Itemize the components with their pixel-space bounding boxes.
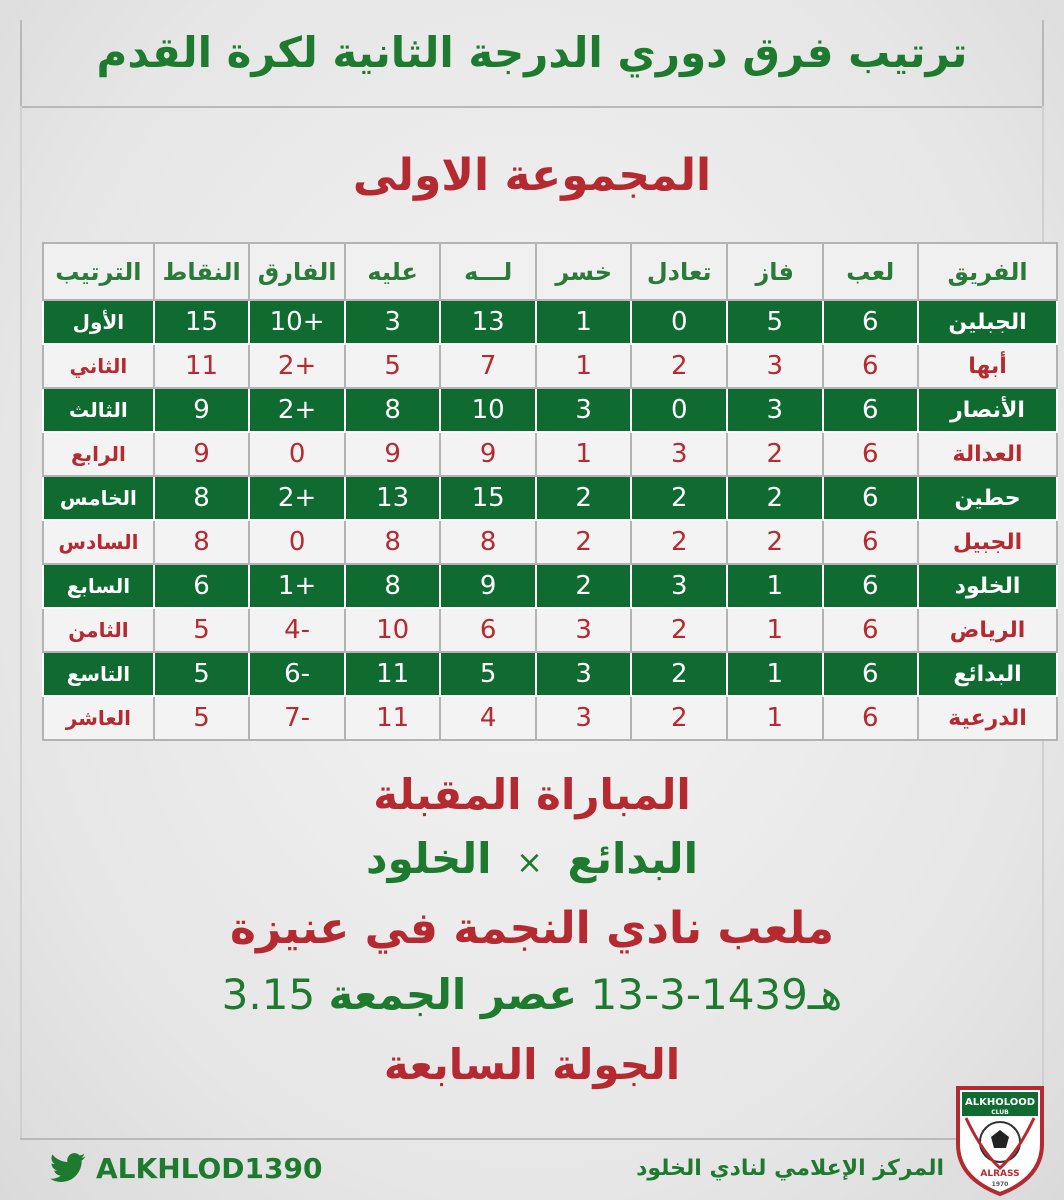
rank-cell: السابع [43,564,154,608]
diff-cell: +1 [249,564,345,608]
points-cell: 9 [154,432,250,476]
won-cell: 1 [727,608,823,652]
diff-cell: +2 [249,388,345,432]
rank-cell: السادس [43,520,154,564]
points-cell: 11 [154,344,250,388]
for-cell: 15 [440,476,536,520]
played-cell: 6 [823,432,919,476]
drawn-cell: 2 [631,344,727,388]
points-cell: 15 [154,300,250,344]
twitter-handle: ALKHLOD1390 [96,1151,323,1185]
points-cell: 5 [154,696,250,740]
for-cell: 4 [440,696,536,740]
twitter-account[interactable] [50,1148,322,1188]
away-team: الخلود [366,834,492,883]
points-cell: 5 [154,608,250,652]
played-cell: 6 [823,564,919,608]
table-row [43,300,1057,344]
col-header-rank: الترتيب [43,243,154,300]
col-header-for: لـــه [440,243,536,300]
drawn-cell: 0 [631,300,727,344]
against-cell: 8 [345,564,441,608]
lost-cell: 2 [536,476,632,520]
col-header-played: لعب [823,243,919,300]
won-cell: 5 [727,300,823,344]
for-cell: 10 [440,388,536,432]
lost-cell: 3 [536,652,632,696]
table-row [43,344,1057,388]
rank-cell: التاسع [43,652,154,696]
team-name: الأنصار [918,388,1057,432]
match-timing [0,970,1064,1032]
rank-cell: الأول [43,300,154,344]
against-cell: 8 [345,388,441,432]
col-header-diff: الفارق [249,243,345,300]
rank-cell: الخامس [43,476,154,520]
against-cell: 9 [345,432,441,476]
diff-cell: -7 [249,696,345,740]
club-logo [952,1082,1048,1196]
points-cell: 8 [154,520,250,564]
drawn-cell: 3 [631,564,727,608]
table-row [43,432,1057,476]
against-cell: 8 [345,520,441,564]
rank-cell: الثامن [43,608,154,652]
played-cell: 6 [823,388,919,432]
table-row [43,608,1057,652]
won-cell: 3 [727,344,823,388]
table-row [43,696,1057,740]
lost-cell: 2 [536,564,632,608]
lost-cell: 1 [536,344,632,388]
col-header-points: النقاط [154,243,250,300]
home-team: البدائع [567,834,698,883]
played-cell: 6 [823,608,919,652]
versus-separator: × [516,843,543,881]
for-cell: 13 [440,300,536,344]
team-name: أبها [918,344,1057,388]
standings-table [42,242,1058,741]
lost-cell: 1 [536,300,632,344]
for-cell: 7 [440,344,536,388]
won-cell: 2 [727,432,823,476]
rank-cell: الثالث [43,388,154,432]
diff-cell: 0 [249,432,345,476]
rank-cell: الثاني [43,344,154,388]
table-header-row [43,243,1057,300]
points-cell: 9 [154,388,250,432]
lost-cell: 2 [536,520,632,564]
against-cell: 13 [345,476,441,520]
for-cell: 5 [440,652,536,696]
against-cell: 11 [345,696,441,740]
won-cell: 1 [727,696,823,740]
against-cell: 10 [345,608,441,652]
rank-cell: الرابع [43,432,154,476]
drawn-cell: 2 [631,652,727,696]
lost-cell: 3 [536,608,632,652]
diff-cell: +10 [249,300,345,344]
rank-cell: العاشر [43,696,154,740]
col-header-team: الفريق [918,243,1057,300]
twitter-bird-icon [50,1153,86,1183]
diff-cell: -6 [249,652,345,696]
col-header-drawn: تعادل [631,243,727,300]
diff-cell: +2 [249,344,345,388]
table-row [43,520,1057,564]
media-center-credit: المركز الإعلامي لنادي الخلود [636,1155,944,1181]
drawn-cell: 2 [631,608,727,652]
frame-bottom-line [20,1138,1044,1140]
col-header-won: فاز [727,243,823,300]
match-day: عصر الجمعة [328,970,578,1019]
won-cell: 3 [727,388,823,432]
against-cell: 11 [345,652,441,696]
drawn-cell: 2 [631,476,727,520]
diff-cell: +2 [249,476,345,520]
drawn-cell: 2 [631,696,727,740]
lost-cell: 1 [536,432,632,476]
drawn-cell: 3 [631,432,727,476]
against-cell: 3 [345,300,441,344]
next-match-title: المباراة المقبلة [373,770,691,819]
col-header-lost: خسر [536,243,632,300]
won-cell: 1 [727,652,823,696]
won-cell: 1 [727,564,823,608]
played-cell: 6 [823,476,919,520]
table-row [43,476,1057,520]
played-cell: 6 [823,520,919,564]
for-cell: 9 [440,564,536,608]
played-cell: 6 [823,300,919,344]
diff-cell: -4 [249,608,345,652]
team-name: البدائع [918,652,1057,696]
logo-city-text: ALRASS [980,1169,1020,1179]
col-header-against: عليه [345,243,441,300]
team-name: الجبلين [918,300,1057,344]
played-cell: 6 [823,344,919,388]
diff-cell: 0 [249,520,345,564]
lost-cell: 3 [536,696,632,740]
points-cell: 5 [154,652,250,696]
drawn-cell: 0 [631,388,727,432]
played-cell: 6 [823,696,919,740]
frame-top-line [20,106,1044,108]
points-cell: 6 [154,564,250,608]
won-cell: 2 [727,476,823,520]
logo-club-text: CLUB [991,1109,1009,1116]
team-name: الرياض [918,608,1057,652]
logo-top-text: ALKHOLOOD [964,1097,1036,1108]
table-row [43,388,1057,432]
points-cell: 8 [154,476,250,520]
team-name: الدرعية [918,696,1057,740]
for-cell: 9 [440,432,536,476]
table-row [43,564,1057,608]
against-cell: 5 [345,344,441,388]
team-name: الجبيل [918,520,1057,564]
group-title: المجموعة الاولى [352,150,712,201]
match-venue: ملعب نادي النجمة في عنيزة [230,903,834,954]
match-time: 3.15 [221,970,316,1019]
match-round: الجولة السابعة [383,1040,681,1089]
team-name: الخلود [918,564,1057,608]
lost-cell: 3 [536,388,632,432]
for-cell: 6 [440,608,536,652]
table-row [43,652,1057,696]
drawn-cell: 2 [631,520,727,564]
next-match-teams [0,834,1064,894]
team-name: العدالة [918,432,1057,476]
logo-year-text: 1970 [991,1181,1009,1188]
for-cell: 8 [440,520,536,564]
won-cell: 2 [727,520,823,564]
played-cell: 6 [823,652,919,696]
match-date: 13-3-1439هـ [590,970,843,1019]
team-name: حطين [918,476,1057,520]
page-title: ترتيب فرق دوري الدرجة الثانية لكرة القدم [96,28,968,77]
